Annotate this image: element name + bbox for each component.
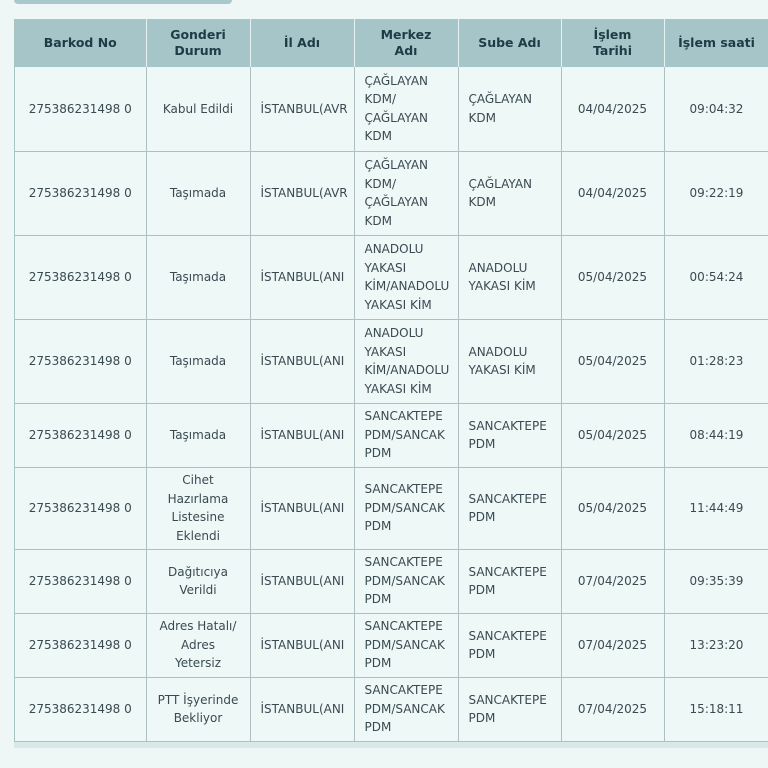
merkez-cell: SANCAKTEPE PDM/SANCAK PDM — [354, 677, 458, 741]
table-row — [15, 467, 768, 549]
merkez-cell: ÇAĞLAYAN KDM/ ÇAĞLAYAN KDM — [354, 151, 458, 235]
merkez-cell: ÇAĞLAYAN KDM/ ÇAĞLAYAN KDM — [354, 67, 458, 151]
table-row — [15, 235, 768, 319]
durum-cell: Taşımada — [146, 403, 250, 467]
barkod-cell: 275386231498 0 — [15, 677, 146, 741]
barkod-cell: 275386231498 0 — [15, 235, 146, 319]
sube-cell: ÇAĞLAYAN KDM — [458, 151, 561, 235]
saat-cell: 09:22:19 — [664, 151, 768, 235]
merkez-cell: SANCAKTEPE PDM/SANCAK PDM — [354, 549, 458, 613]
sube-cell: ANADOLU YAKASI KİM — [458, 319, 561, 403]
tarih-cell: 07/04/2025 — [561, 677, 664, 741]
il-cell: İSTANBUL(ANI — [250, 677, 354, 741]
table-row — [15, 677, 768, 741]
table-row — [15, 151, 768, 235]
sube-cell: SANCAKTEPE PDM — [458, 677, 561, 741]
merkez-cell: SANCAKTEPE PDM/SANCAK PDM — [354, 613, 458, 677]
header-gonderi-durum: Gonderi Durum — [146, 19, 250, 67]
durum-cell: Dağıtıcıya Verildi — [146, 549, 250, 613]
merkez-cell: SANCAKTEPE PDM/SANCAK PDM — [354, 467, 458, 549]
tarih-cell: 07/04/2025 — [561, 549, 664, 613]
saat-cell: 01:28:23 — [664, 319, 768, 403]
il-cell: İSTANBUL(ANI — [250, 235, 354, 319]
durum-cell: Adres Hatalı/ Adres Yetersiz — [146, 613, 250, 677]
saat-cell: 00:54:24 — [664, 235, 768, 319]
saat-cell: 11:44:49 — [664, 467, 768, 549]
sube-cell: SANCAKTEPE PDM — [458, 549, 561, 613]
durum-cell: Taşımada — [146, 235, 250, 319]
durum-cell: Taşımada — [146, 319, 250, 403]
header-il-adi: İl Adı — [250, 19, 354, 67]
header-islem-tarihi: İşlem Tarihi — [561, 19, 664, 67]
barkod-cell: 275386231498 0 — [15, 151, 146, 235]
il-cell: İSTANBUL(AVR — [250, 151, 354, 235]
header-row — [15, 19, 768, 67]
sube-cell: ANADOLU YAKASI KİM — [458, 235, 561, 319]
header-barkod-no: Barkod No — [15, 19, 146, 67]
merkez-cell: SANCAKTEPE PDM/SANCAK PDM — [354, 403, 458, 467]
saat-cell: 15:18:11 — [664, 677, 768, 741]
table-row — [15, 613, 768, 677]
il-cell: İSTANBUL(ANI — [250, 613, 354, 677]
barkod-cell: 275386231498 0 — [15, 403, 146, 467]
durum-cell: Taşımada — [146, 151, 250, 235]
saat-cell: 13:23:20 — [664, 613, 768, 677]
merkez-cell: ANADOLU YAKASI KİM/ANADOLU YAKASI KİM — [354, 235, 458, 319]
il-cell: İSTANBUL(ANI — [250, 403, 354, 467]
tarih-cell: 05/04/2025 — [561, 319, 664, 403]
tarih-cell: 05/04/2025 — [561, 403, 664, 467]
barkod-cell: 275386231498 0 — [15, 613, 146, 677]
tarih-cell: 04/04/2025 — [561, 151, 664, 235]
tarih-cell: 05/04/2025 — [561, 467, 664, 549]
top-tab[interactable] — [14, 0, 232, 4]
barkod-cell: 275386231498 0 — [15, 67, 146, 151]
saat-cell: 08:44:19 — [664, 403, 768, 467]
tracking-table-container — [14, 19, 768, 741]
header-merkez-adi: Merkez Adı — [354, 19, 458, 67]
il-cell: İSTANBUL(AVR — [250, 67, 354, 151]
tarih-cell: 07/04/2025 — [561, 613, 664, 677]
table-body — [15, 67, 768, 741]
sube-cell: ÇAĞLAYAN KDM — [458, 67, 561, 151]
barkod-cell: 275386231498 0 — [15, 467, 146, 549]
il-cell: İSTANBUL(ANI — [250, 549, 354, 613]
merkez-cell: ANADOLU YAKASI KİM/ANADOLU YAKASI KİM — [354, 319, 458, 403]
saat-cell: 09:04:32 — [664, 67, 768, 151]
durum-cell: Kabul Edildi — [146, 67, 250, 151]
table-row — [15, 319, 768, 403]
sube-cell: SANCAKTEPE PDM — [458, 403, 561, 467]
durum-cell: PTT İşyerinde Bekliyor — [146, 677, 250, 741]
header-islem-saati: İşlem saati — [664, 19, 768, 67]
tracking-table — [15, 19, 768, 741]
table-footer-strip — [14, 741, 768, 748]
tarih-cell: 04/04/2025 — [561, 67, 664, 151]
il-cell: İSTANBUL(ANI — [250, 467, 354, 549]
sube-cell: SANCAKTEPE PDM — [458, 613, 561, 677]
table-row — [15, 549, 768, 613]
sube-cell: SANCAKTEPE PDM — [458, 467, 561, 549]
barkod-cell: 275386231498 0 — [15, 549, 146, 613]
table-header — [15, 19, 768, 67]
tarih-cell: 05/04/2025 — [561, 235, 664, 319]
saat-cell: 09:35:39 — [664, 549, 768, 613]
table-row — [15, 67, 768, 151]
durum-cell: Cihet Hazırlama Listesine Eklendi — [146, 467, 250, 549]
header-sube-adi: Sube Adı — [458, 19, 561, 67]
il-cell: İSTANBUL(ANI — [250, 319, 354, 403]
table-row — [15, 403, 768, 467]
barkod-cell: 275386231498 0 — [15, 319, 146, 403]
